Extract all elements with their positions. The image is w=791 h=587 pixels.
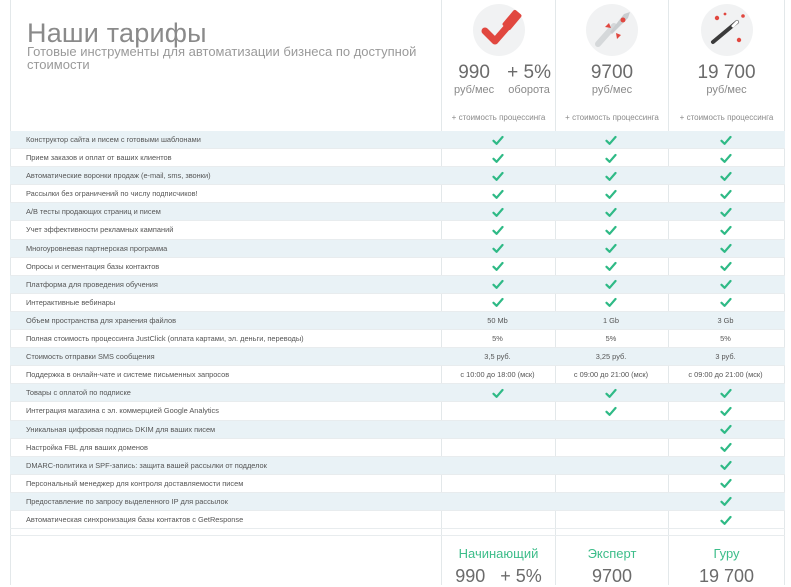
footer-divider <box>10 535 785 536</box>
feature-name: Персональный менеджер для контроля доставляемости писем <box>26 478 244 488</box>
feature-name: Опросы и сегментация базы контактов <box>26 261 160 271</box>
check-icon <box>720 153 732 164</box>
check-icon <box>605 297 617 308</box>
feature-included-cell <box>441 384 554 401</box>
plan-name-expert: Эксперт <box>587 546 637 561</box>
feature-name: Стоимость отправки SMS сообщения <box>26 352 155 362</box>
feature-included-cell <box>555 185 667 202</box>
feature-included-cell <box>668 203 783 220</box>
table-row <box>10 312 785 330</box>
feature-included-cell <box>668 475 783 492</box>
rocket-icon <box>584 2 640 58</box>
plan-name-start: Начинающий <box>458 546 539 561</box>
check-icon <box>605 153 617 164</box>
check-icon <box>720 207 732 218</box>
table-row <box>10 276 785 294</box>
feature-name: Многоуровневая партнерская программа <box>26 243 168 253</box>
feature-name: Автоматическая синхронизация базы контактов с GetResponse <box>26 514 244 524</box>
check-icon <box>492 189 504 200</box>
check-icon <box>605 406 617 417</box>
feature-included-cell <box>555 258 667 275</box>
feature-value-cell: 50 Mb <box>487 315 508 325</box>
check-icon <box>605 243 617 254</box>
check-icon <box>720 515 732 526</box>
table-row <box>10 511 785 529</box>
feature-value-cell: с 10:00 до 18:00 (мск) <box>460 370 535 380</box>
feature-value-cell: с 09:00 до 21:00 (мск) <box>573 370 649 380</box>
table-row <box>10 457 785 475</box>
check-icon <box>492 153 504 164</box>
plan-price: 990 <box>458 62 490 83</box>
table-row <box>10 439 785 457</box>
plan-price-unit: руб/мес <box>454 84 495 96</box>
check-icon <box>720 189 732 200</box>
feature-included-cell <box>555 240 667 257</box>
feature-included-cell <box>441 276 554 293</box>
wand-icon <box>699 2 755 58</box>
feature-value-cell: 5% <box>720 334 731 344</box>
feature-included-cell <box>441 167 554 184</box>
feature-included-cell <box>441 185 554 202</box>
plan-extra-unit: оборота <box>508 84 550 96</box>
feature-included-cell <box>668 511 783 528</box>
check-icon <box>492 225 504 236</box>
feature-included-cell <box>555 276 667 293</box>
check-icon <box>605 388 617 399</box>
check-icon <box>605 171 617 182</box>
feature-name: Поддержка в онлайн-чате и системе письменных запросов <box>26 370 230 380</box>
processing-note: + стоимость процессинга <box>451 113 546 122</box>
check-icon <box>720 460 732 471</box>
check-icon <box>605 135 617 146</box>
processing-note: + стоимость процессинга <box>679 113 774 122</box>
feature-included-cell <box>668 421 783 438</box>
feature-name: Объем пространства для хранения файлов <box>26 315 177 325</box>
plan-header-guru <box>669 0 784 130</box>
plan-price-unit: руб/мес <box>591 84 633 96</box>
feature-value-cell: 3,5 руб. <box>484 352 511 362</box>
table-row <box>10 366 785 384</box>
feature-value-cell: 5% <box>492 334 503 344</box>
table-row <box>10 240 785 258</box>
table-row <box>10 475 785 493</box>
check-icon <box>720 279 732 290</box>
check-icon <box>492 388 504 399</box>
feature-included-cell <box>555 149 667 166</box>
check-icon <box>720 388 732 399</box>
feature-included-cell <box>441 203 554 220</box>
feature-name: Прием заказов и оплат от ваших клиентов <box>26 153 172 163</box>
check-icon <box>720 171 732 182</box>
checkmark-icon <box>471 2 527 58</box>
page-title: Наши тарифы <box>27 18 207 48</box>
check-icon <box>720 406 732 417</box>
feature-included-cell <box>441 294 554 311</box>
check-icon <box>720 243 732 254</box>
check-icon <box>492 207 504 218</box>
feature-included-cell <box>441 221 554 238</box>
check-icon <box>720 424 732 435</box>
check-icon <box>605 189 617 200</box>
feature-value-cell: с 09:00 до 21:00 (мск) <box>688 370 763 380</box>
table-row <box>10 258 785 276</box>
plan-footer-price-start <box>442 566 555 587</box>
feature-included-cell <box>441 258 554 275</box>
table-row <box>10 384 785 402</box>
feature-included-cell <box>555 167 667 184</box>
feature-name: Конструктор сайта и писем с готовыми шаблонами <box>26 135 201 144</box>
plan-name-guru: Гуру <box>713 546 740 561</box>
feature-included-cell <box>668 149 783 166</box>
feature-name: Полная стоимость процессинга JustClick (оплата картами, эл. деньги, переводы) <box>26 334 304 344</box>
plan-header-start <box>442 0 555 130</box>
feature-included-cell <box>668 402 783 419</box>
feature-included-cell <box>668 439 783 456</box>
table-row <box>10 348 785 366</box>
check-icon <box>605 261 617 272</box>
check-icon <box>720 496 732 507</box>
feature-name: Интеграция магазина с эл. коммерцией Google Analytics <box>26 406 219 416</box>
feature-included-cell <box>668 384 783 401</box>
plan-footer-price-expert: 9700 <box>591 566 633 586</box>
feature-value-cell: 5% <box>605 334 617 344</box>
features-table <box>10 131 785 529</box>
plan-footer-extra: + 5% <box>500 566 542 586</box>
plan-header-expert <box>556 0 668 130</box>
plan-price: 19 700 <box>697 62 756 83</box>
feature-included-cell <box>668 457 783 474</box>
feature-included-cell <box>668 276 783 293</box>
feature-included-cell <box>668 240 783 257</box>
processing-note: + стоимость процессинга <box>565 113 659 122</box>
table-row <box>10 330 785 348</box>
check-icon <box>720 135 732 146</box>
check-icon <box>605 279 617 290</box>
table-row <box>10 203 785 221</box>
table-row <box>10 149 785 167</box>
feature-name: Товары с оплатой по подписке <box>26 388 131 398</box>
table-row <box>10 493 785 511</box>
plan-footer-price: 990 <box>455 566 486 586</box>
feature-name: Учет эффективности рекламных кампаний <box>26 225 174 235</box>
table-row <box>10 294 785 312</box>
feature-included-cell <box>555 294 667 311</box>
feature-included-cell <box>668 294 783 311</box>
check-icon <box>492 171 504 182</box>
feature-name: Платформа для проведения обучения <box>26 279 158 289</box>
plan-footer-price-guru: 19 700 <box>698 566 755 586</box>
table-row <box>10 402 785 420</box>
check-icon <box>720 478 732 489</box>
feature-name: DMARC-политика и SPF-запись: защита вашей рассылки от подделок <box>26 460 267 470</box>
feature-included-cell <box>555 131 667 148</box>
feature-value-cell: 1 Gb <box>602 315 620 325</box>
feature-name: Рассылки без ограничений по числу подписчиков! <box>26 189 198 199</box>
feature-included-cell <box>441 131 554 148</box>
check-icon <box>605 225 617 236</box>
feature-name: Настройка FBL для ваших доменов <box>26 442 148 452</box>
check-icon <box>492 135 504 146</box>
feature-name: Автоматические воронки продаж (e-mail, sms, звонки) <box>26 171 211 181</box>
feature-name: Интерактивные вебинары <box>26 297 116 307</box>
feature-name: A/B тесты продающих страниц и писем <box>26 207 161 217</box>
feature-name: Предоставление по запросу выделенного IP для рассылок <box>26 496 228 506</box>
feature-included-cell <box>555 402 667 419</box>
check-icon <box>492 261 504 272</box>
table-row <box>10 131 785 149</box>
feature-included-cell <box>668 131 783 148</box>
feature-included-cell <box>555 384 667 401</box>
feature-included-cell <box>441 240 554 257</box>
feature-included-cell <box>668 185 783 202</box>
check-icon <box>492 297 504 308</box>
table-row <box>10 167 785 185</box>
feature-included-cell <box>668 493 783 510</box>
plan-price: 9700 <box>590 62 634 83</box>
feature-included-cell <box>441 149 554 166</box>
plan-extra-price: + 5% <box>507 62 551 83</box>
check-icon <box>492 243 504 254</box>
feature-value-cell: 3 руб. <box>715 352 736 362</box>
check-icon <box>720 442 732 453</box>
plan-extra-block <box>507 62 551 96</box>
feature-value-cell: 3 Gb <box>717 315 734 325</box>
check-icon <box>720 225 732 236</box>
table-row <box>10 421 785 439</box>
check-icon <box>492 279 504 290</box>
feature-name: Уникальная цифровая подпись DKIM для ваших писем <box>26 424 216 434</box>
feature-included-cell <box>668 258 783 275</box>
feature-included-cell <box>555 221 667 238</box>
table-row <box>10 221 785 239</box>
check-icon <box>720 261 732 272</box>
check-icon <box>720 297 732 308</box>
feature-included-cell <box>555 203 667 220</box>
plan-price-unit: руб/мес <box>706 84 747 96</box>
feature-value-cell: 3,25 руб. <box>595 352 627 362</box>
page-subtitle: Готовые инструменты для автоматизации бизнеса по доступной стоимости <box>27 44 417 72</box>
table-row <box>10 185 785 203</box>
feature-included-cell <box>668 221 783 238</box>
check-icon <box>605 207 617 218</box>
feature-included-cell <box>668 167 783 184</box>
plan-price-block <box>454 62 494 96</box>
